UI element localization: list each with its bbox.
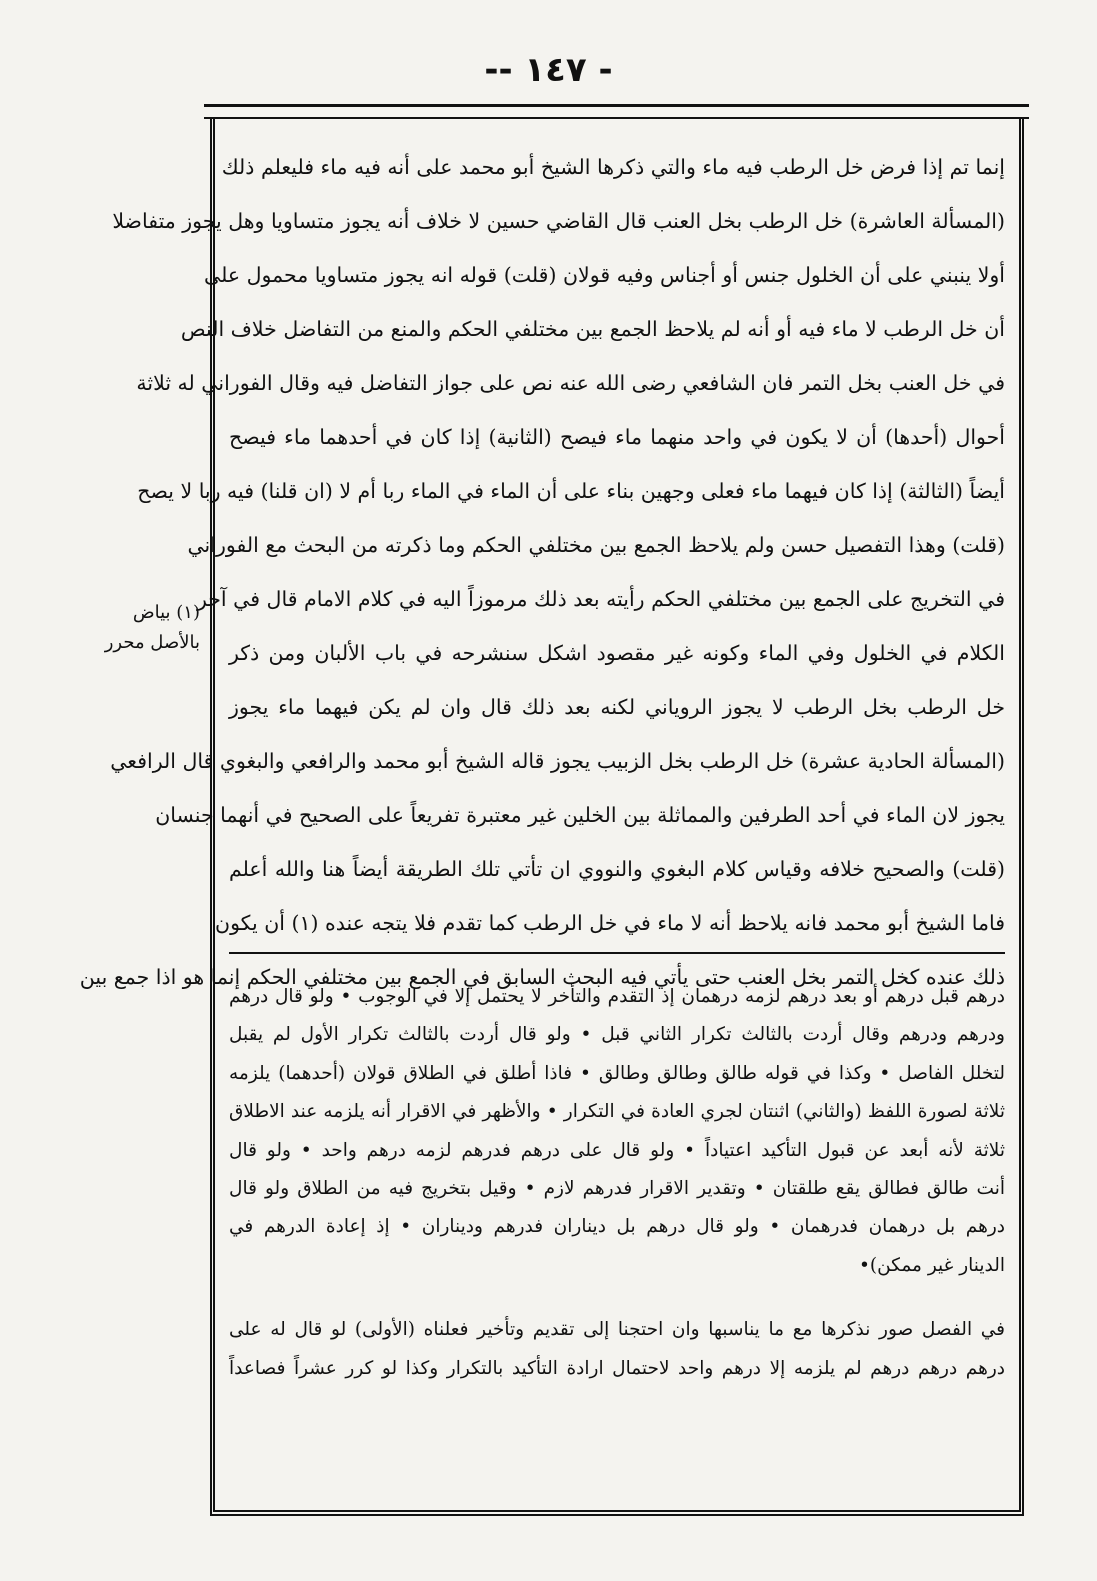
margin-note-line: بالأصل محرر <box>104 632 200 653</box>
text-line: ذلك عنده كخل التمر بخل العنب حتى يأتي فيه البحث السابق في الجمع بين مختلفي الحكم إنما هو اذا جمع بين <box>79 965 1005 989</box>
text-line: أن خل الرطب لا ماء فيه أو أنه لم يلاحظ الجمع بين مختلفي الحكم والمنع من التفاضل خلاف النص <box>180 317 1005 341</box>
text-line: أيضاً (الثالثة) إذا كان فيهما ماء فعلى وجهين بناء على أن الماء في الماء ربا أم لا (ان قلنا) فيه ربا لا يصح <box>137 479 1005 503</box>
margin-note <box>80 598 200 658</box>
text-line: الكلام في الخلول وفي الماء وكونه غير مقصود اشكل سنشرحه في باب الألبان ومن ذكر <box>229 641 1005 665</box>
text-line: ثلاثة لأنه أبعد عن قبول التأكيد اعتياداً • ولو قال على درهم فدرهم لزمه درهم واحد • ولو قال <box>229 1139 1005 1161</box>
text-line: يجوز لان الماء في أحد الطرفين والمماثلة بين الخلين غير معتبرة تفريعاً على الصحيح في أنهما جنسان <box>155 803 1005 827</box>
page-number: -- ١٤٧ - <box>484 50 613 90</box>
section-divider <box>229 952 1005 954</box>
text-line: (قلت) والصحيح خلافه وقياس كلام البغوي والنووي ان تأتي تلك الطريقة أيضاً هنا والله أعلم <box>229 857 1005 881</box>
lower-text-block <box>229 978 1005 1388</box>
text-line: درهم بل درهمان فدرهمان • ولو قال درهم بل ديناران فدرهم وديناران • إذ إعادة الدرهم في <box>229 1216 1005 1238</box>
text-line: (المسألة الحادية عشرة) خل الرطب بخل الزبيب يجوز قاله الشيخ أبو محمد والرافعي والبغوي قال الرافعي <box>110 749 1005 773</box>
text-line: (قلت) وهذا التفصيل حسن ولم يلاحظ الجمع بين مختلفي الحكم وما ذكرته من البحث مع الفوراني <box>187 533 1005 557</box>
text-line: أنت طالق فطالق يقع طلقتان • وتقدير الاقرار فدرهم لازم • وقيل بتخريج فيه من الطلاق ولو قال <box>229 1177 1005 1199</box>
text-line: درهم درهم درهم لم يلزمه إلا درهم واحد لاحتمال ارادة التأكيد بالتكرار وكذا لو كرر عشراً فصاعداً <box>229 1357 1005 1379</box>
text-line: أولا ينبني على أن الخلول جنس أو أجناس وفيه قولان (قلت) قوله انه يجوز متساويا محمول على <box>204 263 1005 287</box>
text-line: الدينار غير ممكن)• <box>858 1254 1005 1276</box>
text-line: خل الرطب بخل الرطب لا يجوز الروياني لكنه بعد ذلك قال وان لم يكن فيهما ماء يجوز <box>229 695 1005 719</box>
text-line: ثلاثة لصورة اللفظ (والثاني) اثنتان لجري العادة في التكرار • والأظهر في الاقرار أنه يلزمه عند الاطلاق <box>229 1101 1005 1123</box>
text-line: ودرهم ودرهم وقال أردت بالثالث تكرار الثاني قبل • ولو قال أردت بالثالث تكرار الأول لم يقبل <box>229 1024 1005 1046</box>
text-line: (المسألة العاشرة) خل الرطب بخل العنب قال القاضي حسين لا خلاف أنه يجوز متساويا وهل يجوز متفاضلا <box>112 209 1005 233</box>
text-line: إنما تم إذا فرض خل الرطب فيه ماء والتي ذكرها الشيخ أبو محمد على أنه فيه ماء فليعلم ذلك <box>221 155 1005 179</box>
text-line: لتخلل الفاصل • وكذا في قوله طالق وطالق وطالق • فاذا أطلق في الطلاق قولان (أحدهما) يلزمه <box>229 1062 1005 1084</box>
text-line: أحوال (أحدها) أن لا يكون في واحد منهما ماء فيصح (الثانية) إذا كان في أحدهما ماء فيصح <box>229 425 1005 449</box>
text-line: في التخريج على الجمع بين مختلفي الحكم رأيته بعد ذلك مرموزاً اليه في كلام الامام قال في آخر <box>196 587 1005 611</box>
text-line: فاما الشيخ أبو محمد فانه يلاحظ أنه لا ماء في خل الرطب كما تقدم فلا يتجه عنده (١) أن يكون <box>215 911 1005 935</box>
text-line: في خل العنب بخل التمر فان الشافعي رضى الله عنه نص على جواز التفاضل فيه وقال الفوراني له ثلاثة <box>136 371 1005 395</box>
text-line: درهم قبل درهم أو بعد درهم لزمه درهمان إذ التقدم والتأخر لا يحتمل إلا في الوجوب • ولو قال درهم <box>229 986 1005 1007</box>
text-line: في الفصل صور نذكرها مع ما يناسبها وان احتجنا إلى تقديم وتأخير فعلناه (الأولى) لو قال له على <box>229 1319 1005 1341</box>
top-rule <box>204 104 1029 119</box>
margin-note-line: (١) بياض <box>132 602 200 623</box>
